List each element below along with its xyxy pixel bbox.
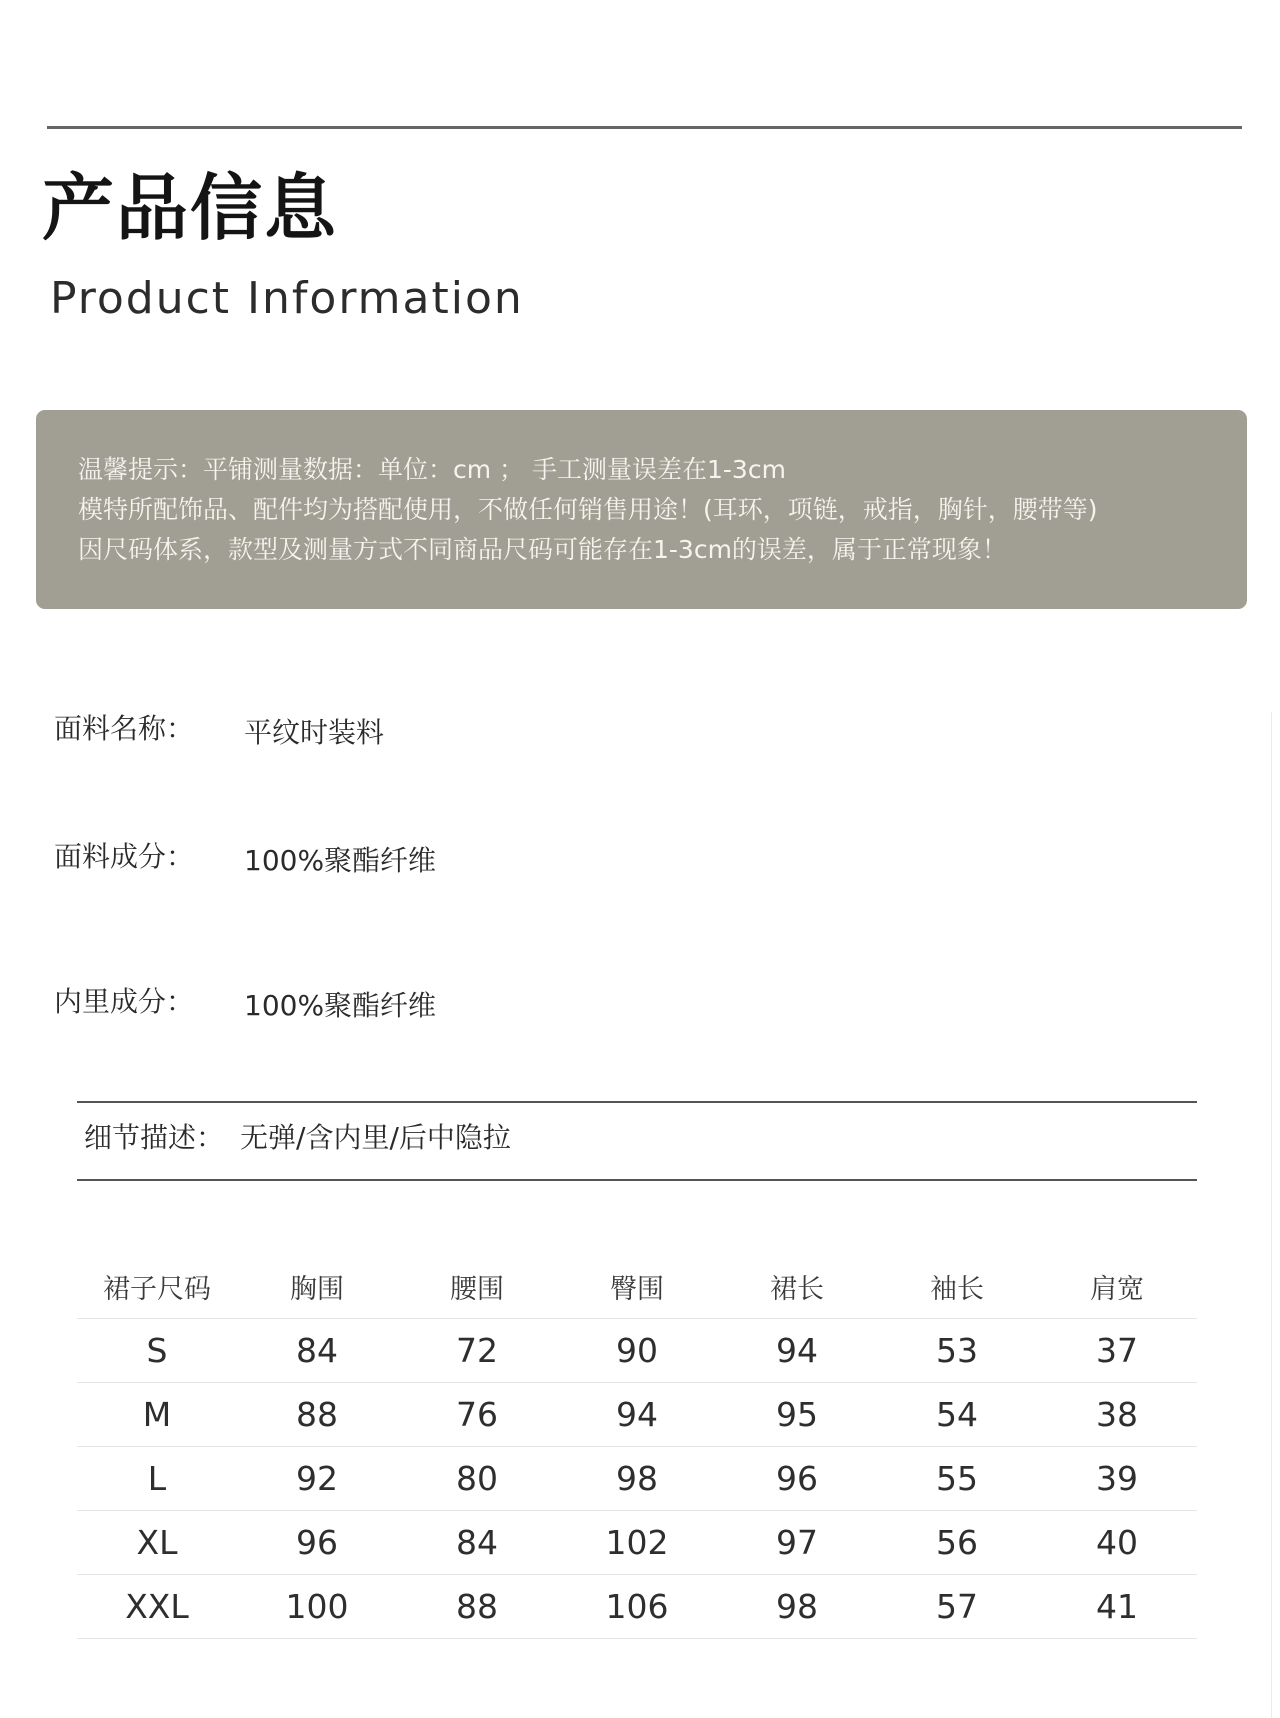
detail-row: [84, 1121, 511, 1154]
table-row: [77, 1319, 1197, 1383]
lining-composition-label: 内里成分：: [54, 985, 195, 1018]
top-divider: [47, 126, 1242, 129]
header-waist: 腰围: [397, 1254, 557, 1319]
notice-box: [36, 410, 1247, 609]
fabric-name-value: 平纹时装料: [244, 716, 385, 749]
detail-value: 无弹/含内里/后中隐拉: [240, 1121, 511, 1154]
header-bust: 胸围: [237, 1254, 397, 1319]
page-title: 产品信息: [42, 166, 339, 250]
waist-cell: 76: [397, 1383, 557, 1447]
fabric-composition-label: 面料成分：: [54, 840, 195, 873]
shoulder-width-cell: 40: [1037, 1511, 1197, 1575]
skirt-length-cell: 97: [717, 1511, 877, 1575]
hip-cell: 98: [557, 1447, 717, 1511]
bust-cell: 92: [237, 1447, 397, 1511]
fabric-name-label: 面料名称：: [54, 712, 195, 745]
waist-cell: 72: [397, 1319, 557, 1383]
fabric-composition-value: 100%聚酯纤维: [244, 844, 437, 877]
bust-cell: 100: [237, 1575, 397, 1639]
size-cell: XL: [77, 1511, 237, 1575]
notice-line: 温馨提示：平铺测量数据：单位：cm ； 手工测量误差在1-3cm: [78, 455, 786, 484]
header-sleeve-length: 袖长: [877, 1254, 1037, 1319]
skirt-length-cell: 98: [717, 1575, 877, 1639]
skirt-length-cell: 96: [717, 1447, 877, 1511]
hip-cell: 102: [557, 1511, 717, 1575]
waist-cell: 88: [397, 1575, 557, 1639]
sleeve-length-cell: 55: [877, 1447, 1037, 1511]
page-subtitle: Product Information: [50, 273, 524, 324]
waist-cell: 84: [397, 1511, 557, 1575]
notice-line: 模特所配饰品、配件均为搭配使用，不做任何销售用途！(耳环，项链，戒指，胸针，腰带等): [78, 495, 1098, 524]
shoulder-width-cell: 37: [1037, 1319, 1197, 1383]
shoulder-width-cell: 38: [1037, 1383, 1197, 1447]
skirt-length-cell: 94: [717, 1319, 877, 1383]
bust-cell: 84: [237, 1319, 397, 1383]
hip-cell: 90: [557, 1319, 717, 1383]
sleeve-length-cell: 54: [877, 1383, 1037, 1447]
bust-cell: 96: [237, 1511, 397, 1575]
header-skirt-length: 裙长: [717, 1254, 877, 1319]
hip-cell: 106: [557, 1575, 717, 1639]
hip-cell: 94: [557, 1383, 717, 1447]
size-cell: L: [77, 1447, 237, 1511]
header-size: 裙子尺码: [77, 1254, 237, 1319]
size-cell: S: [77, 1319, 237, 1383]
notice-line: 因尺码体系，款型及测量方式不同商品尺码可能存在1-3cm的误差，属于正常现象！: [78, 535, 1007, 564]
shoulder-width-cell: 41: [1037, 1575, 1197, 1639]
skirt-length-cell: 95: [717, 1383, 877, 1447]
table-row: [77, 1383, 1197, 1447]
size-cell: XXL: [77, 1575, 237, 1639]
shoulder-width-cell: 39: [1037, 1447, 1197, 1511]
size-table-header: [77, 1254, 1197, 1319]
size-cell: M: [77, 1383, 237, 1447]
table-row: [77, 1447, 1197, 1511]
bust-cell: 88: [237, 1383, 397, 1447]
header-hip: 臀围: [557, 1254, 717, 1319]
detail-top-divider: [77, 1101, 1197, 1103]
sleeve-length-cell: 57: [877, 1575, 1037, 1639]
header-shoulder-width: 肩宽: [1037, 1254, 1197, 1319]
sleeve-length-cell: 53: [877, 1319, 1037, 1383]
detail-label: 细节描述：: [84, 1121, 225, 1154]
waist-cell: 80: [397, 1447, 557, 1511]
sleeve-length-cell: 56: [877, 1511, 1037, 1575]
detail-bottom-divider: [77, 1179, 1197, 1181]
lining-composition-value: 100%聚酯纤维: [244, 989, 437, 1022]
right-edge-line: [1271, 712, 1272, 1718]
size-table: [77, 1254, 1197, 1639]
table-row: [77, 1575, 1197, 1639]
table-row: [77, 1511, 1197, 1575]
